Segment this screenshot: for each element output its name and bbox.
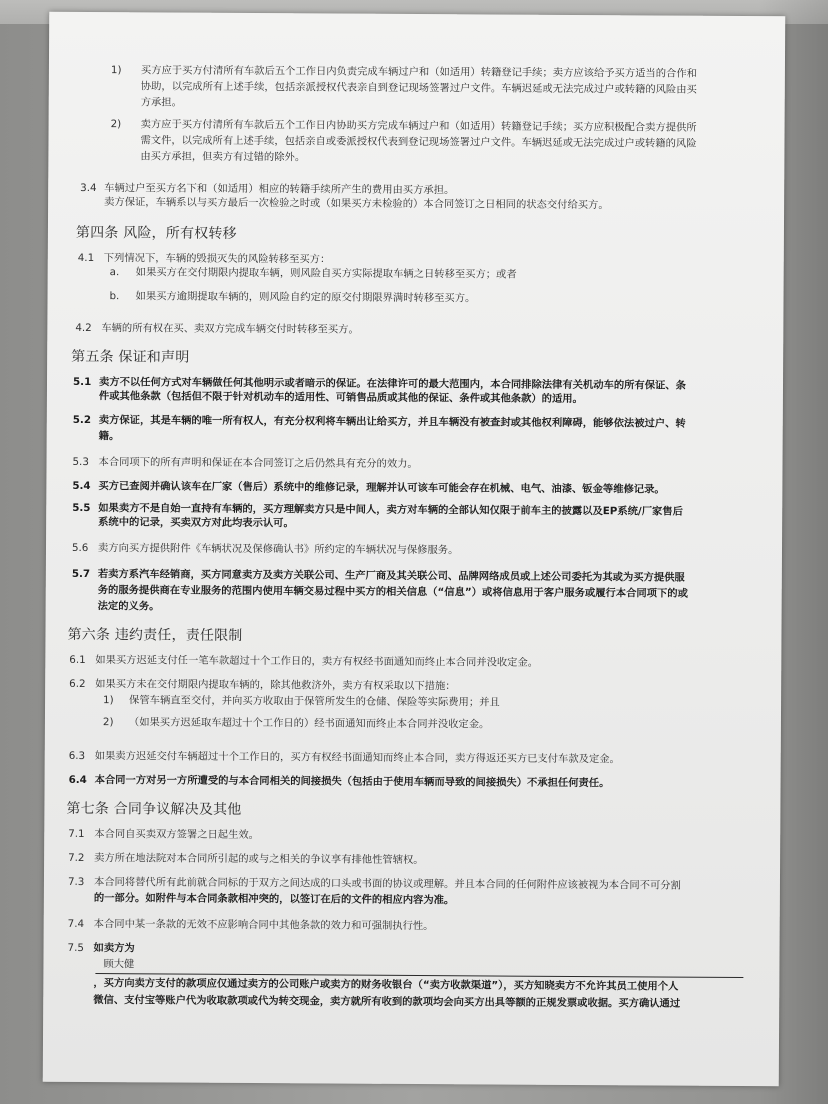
- clause-number: 7.4: [67, 917, 85, 930]
- clause-number: 1): [110, 64, 122, 77]
- clause-text: 如果买方迟延支付任一笔车款超过十个工作日的，卖方有权经书面通知而终止本合同并没收定金。: [95, 654, 539, 669]
- clause-text: 卖方保证，其是车辆的唯一所有权人，有充分权利将车辆出让给买方，并且车辆没有被查封或其他权利障碍，能够依法被过户、转: [98, 414, 686, 430]
- clause-text: 微信、支付宝等账户代为收取款项或代为转交现金，卖方就所有收到的款项均会向买方出具等额的正规发票或收据。买方确认通过: [93, 994, 681, 1010]
- clause-text: 本合同自买卖双方签署之日起生效。: [94, 828, 260, 842]
- clause-text: 由买方承担，但卖方有过错的除外。: [140, 150, 306, 164]
- article-heading: 第六条 违约责任，责任限制: [67, 626, 243, 644]
- clause-text: 件或其他条款（包括但不限于针对机动车的适用性、可销售品质或其他的保证、条件或其他条款）的适用。: [98, 390, 583, 406]
- clause-text: 如果买方在交付期限内提取车辆，则风险自买方实际提取车辆之日转移至买方；或者: [135, 266, 517, 281]
- clause-number: 3.4: [80, 181, 97, 195]
- clause-text: 本合同一方对另一方所遭受的与本合同相关的间接损失（包括由于使用车辆而导致的间接损失）不承担任何责任。: [94, 774, 610, 790]
- clause-number: 2): [102, 716, 114, 729]
- article-heading: 第七条 合同争议解决及其他: [66, 800, 242, 818]
- clause-text: 务的服务提供商在专业服务的范围内使用车辆交易过程中买方的相关信息（“信息”）或将信息用于客户服务或履行本合同项下的或: [97, 584, 688, 600]
- clause-text: 如果买方逾期提取车辆的，则风险自约定的原交付期限界满时转移至买方。: [135, 290, 476, 305]
- clause-number: 5.6: [71, 541, 89, 555]
- clause-number: 7.5: [67, 941, 84, 954]
- seller-name: 顾大健: [103, 958, 135, 971]
- clause-text: 需文件，以完成所有上述手续，包括亲自或委派授权代表到登记现场签署过户文件。车辆迟延或无法完成过户或转籍的风险: [140, 134, 697, 150]
- clause-text: 如果买方未在交付期限内提取车辆的，除其他救济外，卖方有权采取以下措施：: [95, 678, 456, 693]
- clause-number: 4.1: [77, 251, 95, 265]
- clause-text: 如果卖方迟延交付车辆超过十个工作日的，买方有权经书面通知而终止本合同，卖方得返还买方已支付车款及定金。: [94, 750, 620, 766]
- clause-text: 买方应于买方付清所有车款后五个工作日内负责完成车辆过户和（如适用）转籍登记手续；卖方应该给予买方适当的合作和: [140, 64, 697, 80]
- clause-number: 5.5: [72, 501, 91, 515]
- clause-number: 6.2: [69, 677, 86, 690]
- clause-text: 方承担。: [140, 96, 182, 109]
- clause-text: 车辆的所有权在买、卖双方完成车辆交付时转移至买方。: [101, 322, 359, 336]
- clause-text: 籍。: [98, 430, 120, 443]
- clause-text: 卖方向买方提供附件《车辆状况及保修确认书》所约定的车辆状况与保修服务。: [97, 542, 459, 557]
- clause-text: 协助，以完成所有上述手续，包括亲派授权代表亲自到登记现场签署过户文件。车辆迟延或无法完成过户或转籍的风险由买: [140, 80, 697, 96]
- clause-number: 7.2: [68, 851, 85, 864]
- clause-number: 6.1: [69, 653, 86, 666]
- clause-text: 若卖方系汽车经销商，买方同意卖方及卖方关联公司、生产厂商及其关联公司、品牌网络成员或上述公司委托为其或为买方提供服: [97, 568, 685, 584]
- clause-text: 本合同项下的所有声明和保证在本合同签订之后仍然具有充分的效力。: [98, 456, 418, 471]
- clause-number: 5.3: [72, 455, 89, 469]
- clause-text: ，买方向卖方支付的款项应仅通过卖方的公司账户或卖方的财务收银台（“卖方收款渠道”），买方知晓卖方不允许其员工使用个人: [93, 977, 679, 993]
- clause-number: 7.1: [68, 827, 85, 840]
- article-heading: 第四条 风险，所有权转移: [75, 224, 237, 242]
- clause-text: 下列情况下，车辆的毁损灭失的风险转移至买方：: [103, 252, 331, 266]
- clause-number: 5.7: [71, 567, 91, 581]
- clause-text: 本合同将替代所有此前就合同标的于双方之间达成的口头或书面的协议或理解。并且本合同的任何附件应该被视为本合同不可分割: [93, 876, 681, 892]
- clause-text: 如果卖方不是自始一直持有车辆的，买方理解卖方只是中间人，卖方对车辆的全部认知仅限于前车主的披露以及EP系统/厂家售后: [98, 502, 683, 518]
- clause-number: 6.3: [68, 749, 86, 762]
- clause-text: 的一部分。如附件与本合同条款相冲突的，以签订在后的文件的相应内容为准。: [93, 892, 455, 907]
- clause-number: 5.1: [72, 375, 92, 389]
- contract-page: [43, 12, 786, 1086]
- clause-text: 本合同中某一条款的无效不应影响合同中其他条款的效力和可强制执行性。: [93, 918, 434, 933]
- clause-text: 卖方保证，车辆系以与买方最后一次检验之时或（如果买方未检验的）本合同签订之日相同的状态交付给买方。: [104, 196, 609, 212]
- clause-text: 买方已查阅并确认该车在厂家（售后）系统中的维修记录，理解并认可该车可能会存在机械、电气、油漆、钣金等维修记录。: [98, 480, 665, 496]
- clause-number: 7.3: [67, 875, 85, 888]
- clause-number: 4.2: [75, 321, 92, 335]
- clause-text: 卖方应于买方付清所有车款后五个工作日内协助买方完成车辆过户和（如适用）转籍登记手续；买方应积极配合卖方提供所: [140, 118, 697, 134]
- clause-number: a.: [109, 266, 120, 279]
- clause-number: 1): [103, 694, 114, 707]
- article-heading: 第五条 保证和声明: [71, 348, 190, 366]
- clause-text: 如卖方为: [93, 942, 135, 955]
- clause-number: 2): [110, 118, 122, 131]
- clause-text: 保管车辆直至交付，并向买方收取由于保管所发生的仓储、保险等实际费用；并且: [129, 694, 500, 709]
- clause-number: 5.4: [72, 479, 91, 493]
- clause-text: 系统中的记录，买卖双方对此均表示认可。: [98, 516, 294, 530]
- clause-number: 5.2: [72, 413, 92, 427]
- clause-number: 6.4: [68, 773, 87, 787]
- clause-text: 卖方不以任何方式对车辆做任何其他明示或者暗示的保证。在法律许可的最大范围内，本合同排除法律有关机动车的所有保证、条: [98, 376, 686, 392]
- clause-text: （如果买方迟延取车超过十个工作日的）经书面通知而终止本合同并没收定金。: [128, 716, 490, 731]
- clause-number: b.: [109, 290, 120, 303]
- clause-text: 卖方所在地法院对本合同所引起的或与之相关的争议享有排他性管辖权。: [94, 852, 424, 867]
- clause-text: 车辆过户至买方名下和（如适用）相应的转籍手续所产生的费用由买方承担。: [104, 182, 455, 197]
- clause-text: 法定的义务。: [97, 600, 160, 613]
